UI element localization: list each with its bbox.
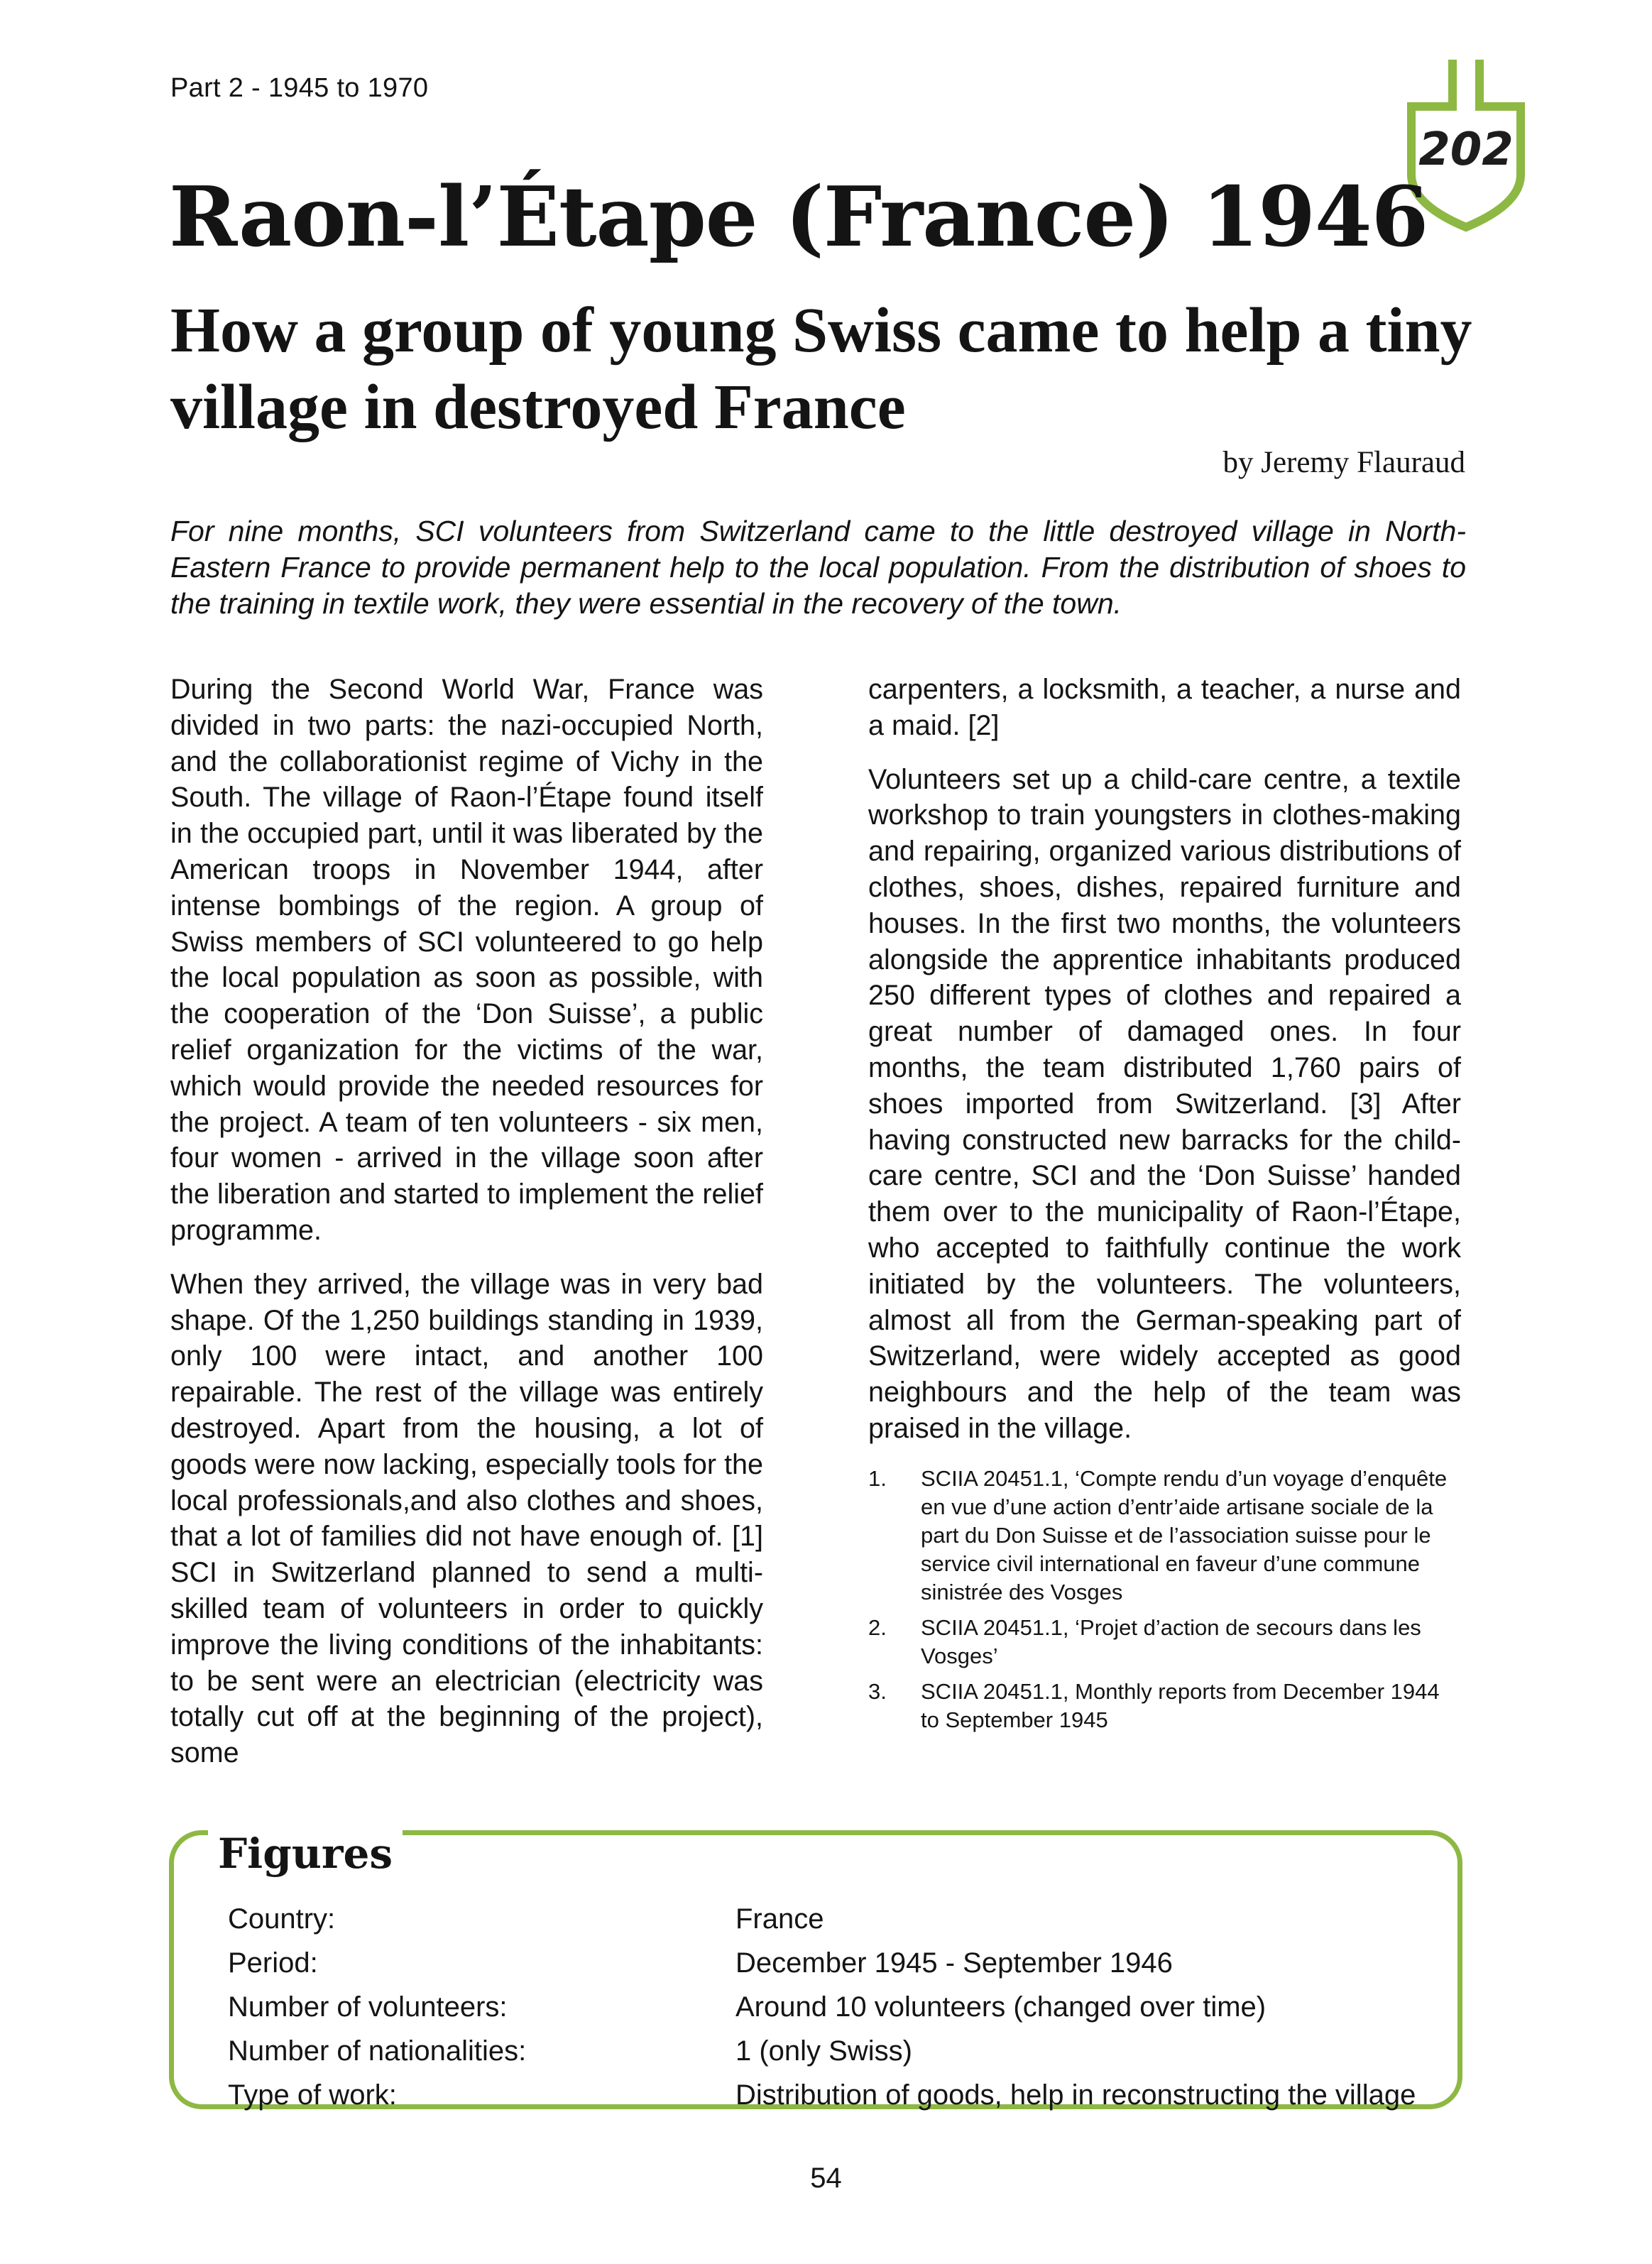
part-label: Part 2 - 1945 to 1970 bbox=[170, 73, 429, 103]
right-column bbox=[868, 672, 1461, 1741]
figures-value: December 1945 - September 1946 bbox=[735, 1947, 1173, 1979]
footnote-number: 2. bbox=[868, 1614, 887, 1640]
footnote-text: SCIIA 20451.1, ‘Projet d’action de secours dans les Vosges’ bbox=[921, 1614, 1421, 1668]
byline: by Jeremy Flauraud bbox=[1222, 446, 1465, 479]
left-column bbox=[170, 672, 763, 1789]
footnote bbox=[868, 1465, 1461, 1607]
body-paragraph: carpenters, a locksmith, a teacher, a nurse and a maid. [2] bbox=[868, 674, 1461, 741]
footnote-text: SCIIA 20451.1, Monthly reports from December 1944 to September 1945 bbox=[921, 1678, 1440, 1732]
figures-label: Country: bbox=[228, 1903, 336, 1935]
figures-box bbox=[169, 1830, 1462, 2109]
figures-value: 1 (only Swiss) bbox=[735, 2035, 912, 2067]
figures-row bbox=[228, 1898, 1450, 1942]
figures-label: Period: bbox=[228, 1947, 318, 1979]
body-paragraph: During the Second World War, France was divided in two parts: the nazi-occupied North, and the collaborationist regime of Vichy in the South. The village of Raon-l’Étape found itself in the occupied part, until it was liberated by the American troops in November 1944, after intense bombings of the region. A group of Swiss members of SCI volunteered to go help the local population as soon as possible, with the cooperation of the ‘Don Suisse’, a public relief organization for the victims of the war, which would provide the needed resources for the project. A team of ten volunteers - six men, four women - arrived in the village soon after the liberation and started to implement the relief programme. bbox=[170, 674, 763, 1246]
figures-label: Number of nationalities: bbox=[228, 2035, 527, 2067]
footnotes bbox=[868, 1465, 1461, 1734]
footnote bbox=[868, 1678, 1461, 1734]
figures-value: France bbox=[735, 1903, 824, 1935]
article-title: Raon-l’Étape (France) 1946 bbox=[169, 169, 1428, 266]
footnote bbox=[868, 1614, 1461, 1670]
footnote-number: 3. bbox=[868, 1678, 887, 1704]
figures-title: Figures bbox=[208, 1830, 403, 1878]
body-paragraph: Volunteers set up a child-care centre, a textile workshop to train youngsters in clothes-making and repairing, organized various distributions of clothes, shoes, dishes, repaired furniture and houses. In the first two months, the volunteers alongside the apprentice inhabitants produced 250 different types of clothes and repaired a great number of damaged ones. In four months, the team distributed 1,760 pairs of shoes imported from Switzerland. [3] After having constructed new barracks for the child-care centre, SCI and the ‘Don Suisse’ handed them over to the municipality of Raon-l’Étape, who accepted to faithfully continue the work initiated by the volunteers. The volunteers, almost all from the German-speaking part of Switzerland, were widely accepted as good neighbours and the help of the team was praised in the village. bbox=[868, 763, 1461, 1444]
figures-row bbox=[228, 1986, 1450, 2030]
lead-paragraph: For nine months, SCI volunteers from Switzerland came to the little destroyed village in North-Eastern France to provide permanent help to the local population. From the distribution of shoes to the training in textile work, they were essential in the recovery of the town. bbox=[170, 515, 1466, 620]
figures-row bbox=[228, 1942, 1450, 1986]
figures-table bbox=[228, 1898, 1450, 2118]
figures-row bbox=[228, 2074, 1450, 2118]
article-subtitle: How a group of young Swiss came to help a tiny village in destroyed France bbox=[170, 295, 1472, 442]
figures-label: Type of work: bbox=[228, 2079, 397, 2111]
figures-value: Distribution of goods, help in reconstructing the village bbox=[735, 2079, 1416, 2111]
badge-number: 202 bbox=[1418, 124, 1514, 176]
figures-label: Number of volunteers: bbox=[228, 1991, 508, 2023]
figures-value: Around 10 volunteers (changed over time) bbox=[735, 1991, 1267, 2023]
figures-row bbox=[228, 2030, 1450, 2074]
footnote-text: SCIIA 20451.1, ‘Compte rendu d’un voyage d’enquête en vue d’une action d’entr’aide artisane sociale de la part du Don Suisse et de l’association suisse pour le service civil international en faveur d’une commune sinistrée des Vosges bbox=[921, 1465, 1448, 1604]
footnote-number: 1. bbox=[868, 1465, 887, 1491]
body-paragraph: When they arrived, the village was in very bad shape. Of the 1,250 buildings standing in 1939, only 100 were intact, and another 100 repairable. The rest of the village was entirely destroyed. Apart from the housing, a lot of goods were now lacking, especially tools for the local professionals,and also clothes and shoes, that a lot of families did not have enough of. [1] SCI in Switzerland planned to send a multi-skilled team of volunteers in order to quickly improve the living conditions of the inhabitants: to be sent were an electrician (electricity was totally cut off at the beginning of the project), some bbox=[170, 1268, 763, 1769]
page-number: 54 bbox=[810, 2162, 842, 2194]
